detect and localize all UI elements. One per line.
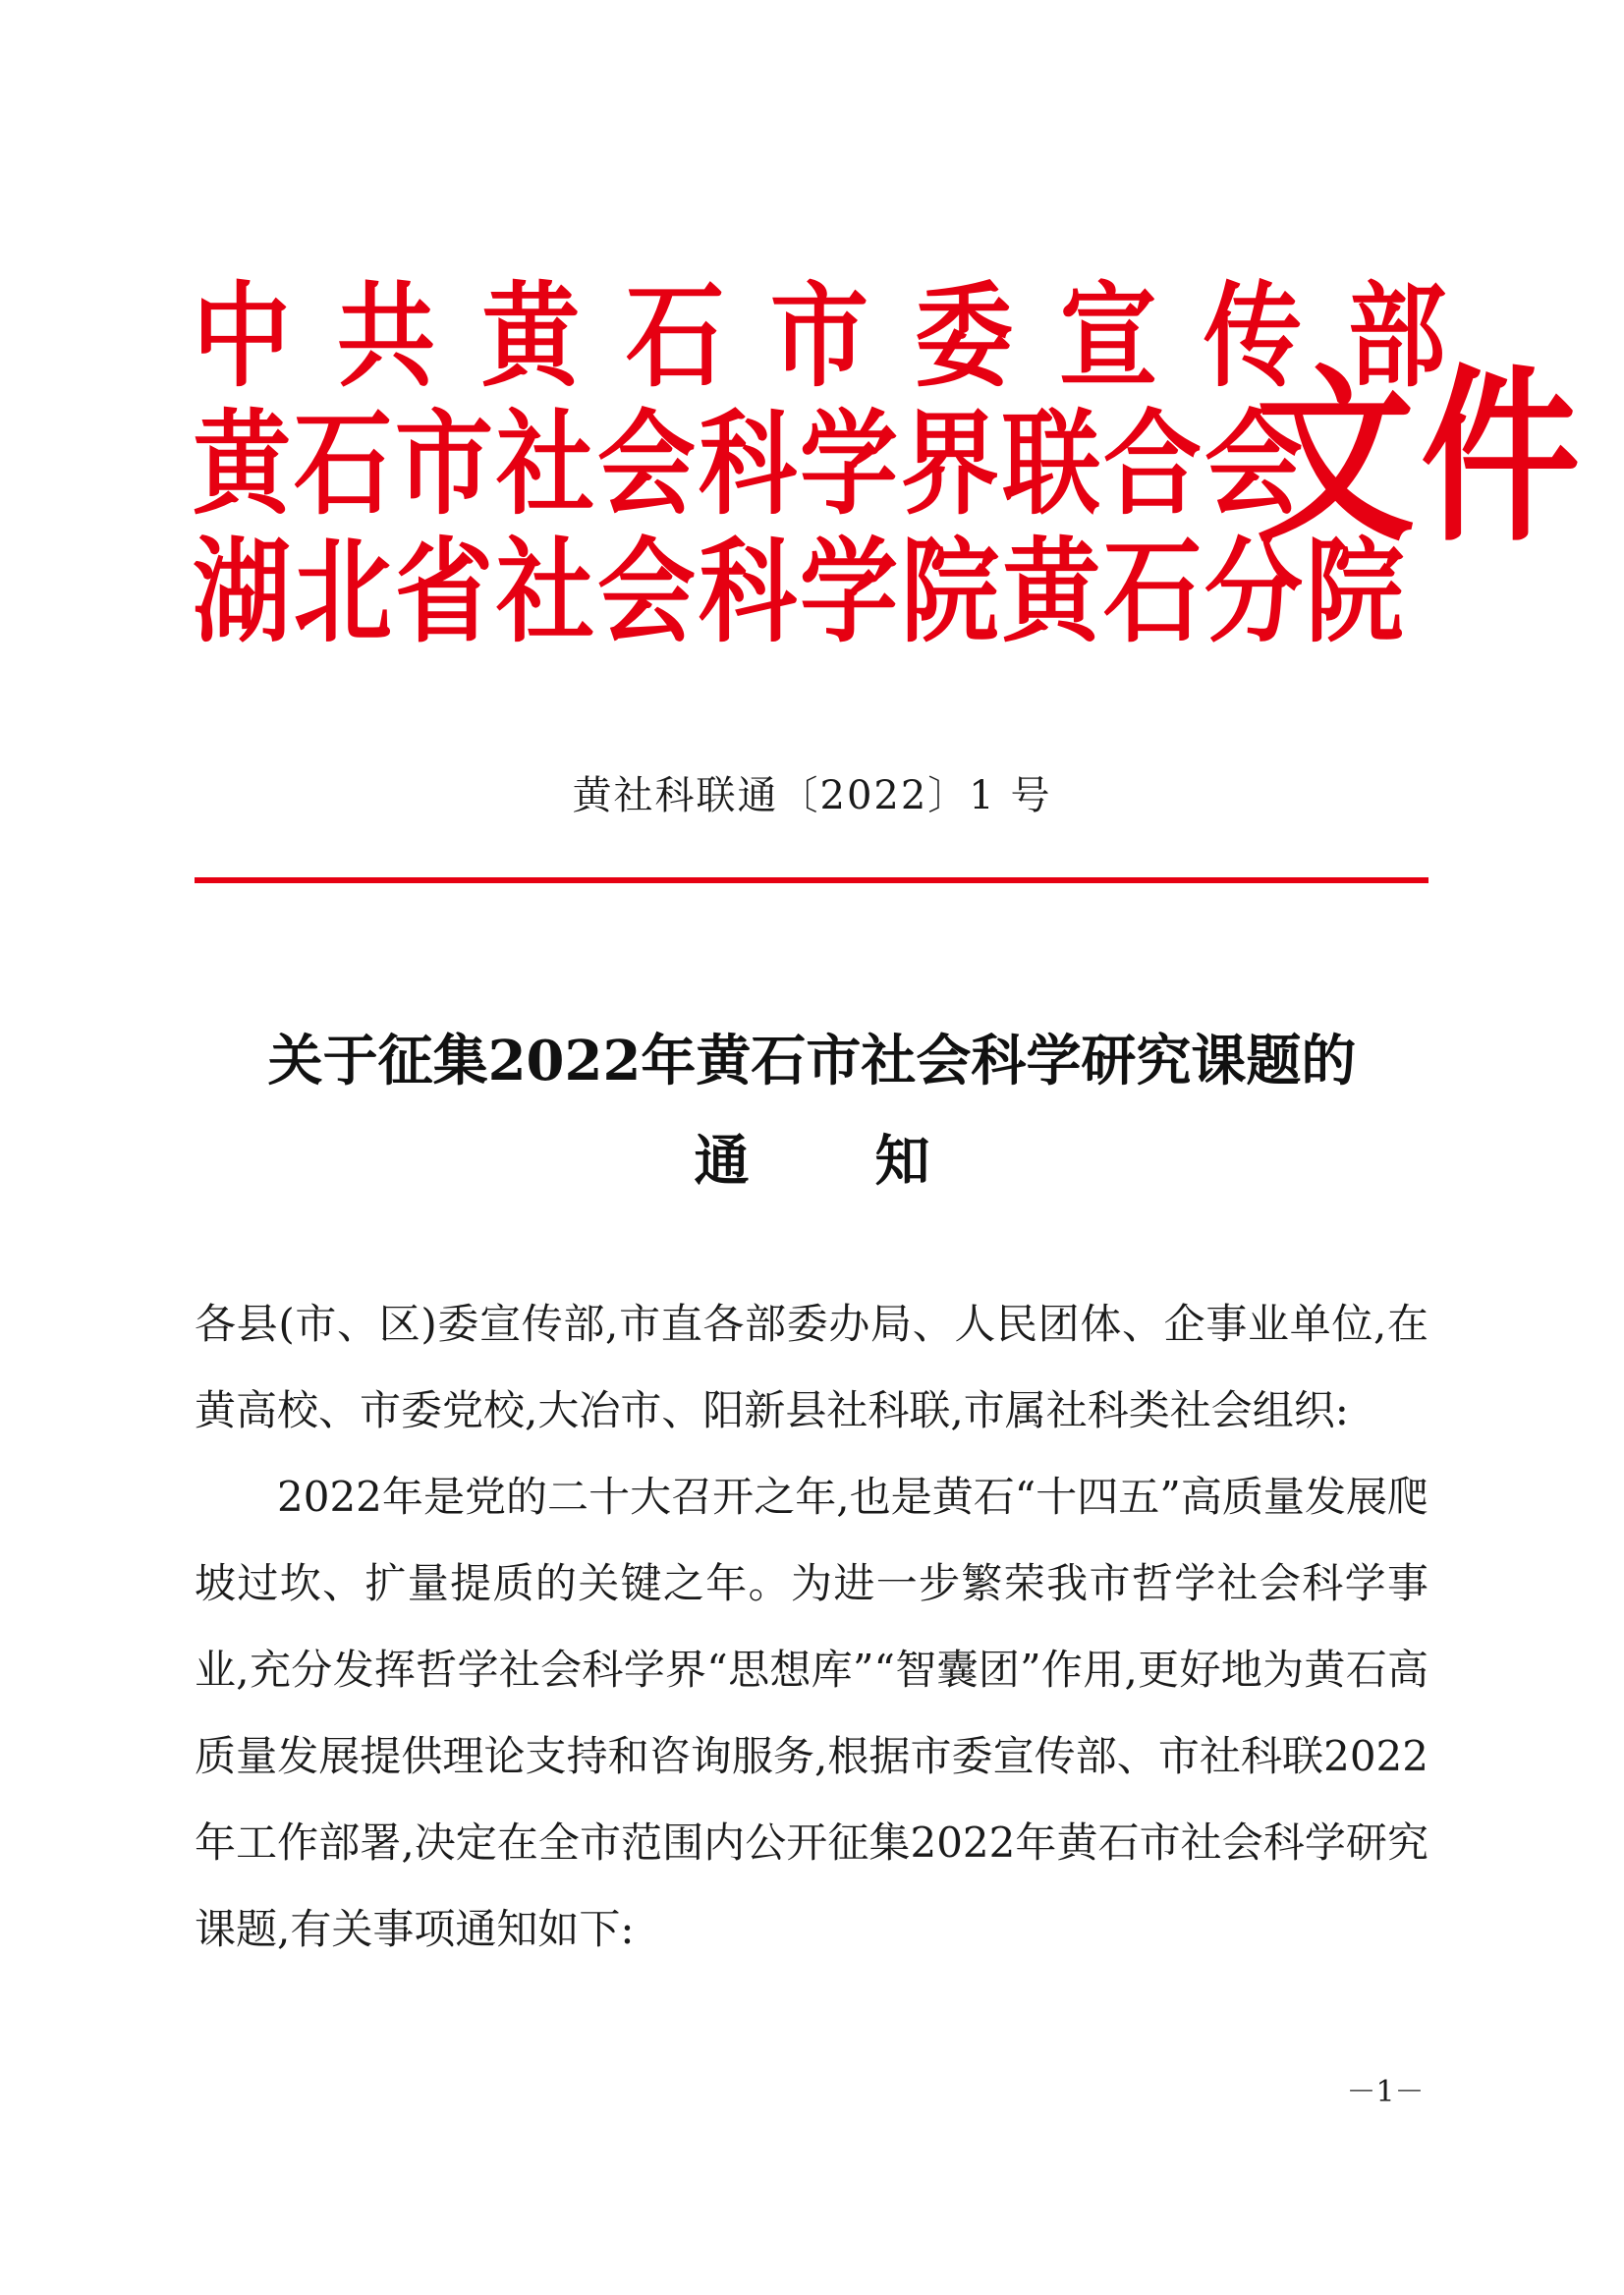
addressee-paragraph: 各县(市、区)委宣传部,市直各部委办局、人民团体、企事业单位,在黄高校、市委党校,大冶市、阳新县社科联,市属社科类社会组织: xyxy=(195,1300,1428,1434)
document-number: 黄社科联通〔2022〕1 号 xyxy=(572,773,1052,818)
intro-paragraph: 2022年是党的二十大召开之年,也是黄石“十四五”高质量发展爬坡过坎、扩量提质的关键之年。为进一步繁荣我市哲学社会科学事业,充分发挥哲学社会科学界“思想库”“智囊团”作用,更好地为黄石高质量发展提供理论支持和咨询服务,根据市委宣传部、市社科联2022年工作部署,决定在全市范围内公开征集2022年黄石市社会科学研究课题,有关事项通知如下: xyxy=(195,1473,1428,1953)
notice-body xyxy=(195,1281,1428,1973)
page-number: －1－ xyxy=(1346,2075,1425,2109)
issuer-academy-branch: 湖北省社会科学院黄石分院 xyxy=(193,526,1407,658)
issuer-social-science-federation: 黄石市社会科学界联合会 xyxy=(193,398,1306,531)
document-header xyxy=(0,0,1624,688)
red-divider-line xyxy=(195,877,1428,883)
issuer-propaganda-department: 中共黄石市委宣传部 xyxy=(193,270,1492,403)
notice-title: 关于征集2022年黄石市社会科学研究课题的 xyxy=(267,1029,1357,1093)
document-label: 文件 xyxy=(1256,350,1586,568)
notice-title-word: 通知 xyxy=(694,1129,1056,1194)
